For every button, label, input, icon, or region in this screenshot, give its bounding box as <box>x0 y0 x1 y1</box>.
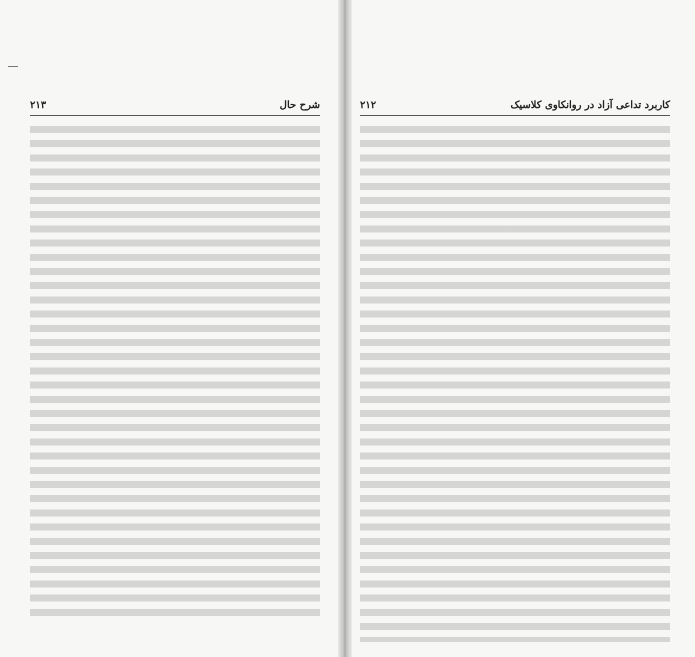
left-running-title: شرح حال <box>279 100 320 111</box>
left-page <box>0 0 345 657</box>
right-body-text <box>360 122 670 642</box>
left-body-text <box>30 122 320 622</box>
left-header-rule <box>30 115 320 116</box>
left-page-number: ۲۱۳ <box>30 100 47 111</box>
left-running-head <box>30 100 320 114</box>
right-page <box>345 0 695 657</box>
right-page-number: ۲۱۲ <box>360 100 377 111</box>
book-gutter <box>338 0 352 657</box>
right-running-head <box>360 100 670 114</box>
page-edge-mark <box>8 66 18 67</box>
right-header-rule <box>360 115 670 116</box>
right-running-title: کاربرد تداعی آزاد در روانکاوی کلاسیک <box>510 100 670 111</box>
